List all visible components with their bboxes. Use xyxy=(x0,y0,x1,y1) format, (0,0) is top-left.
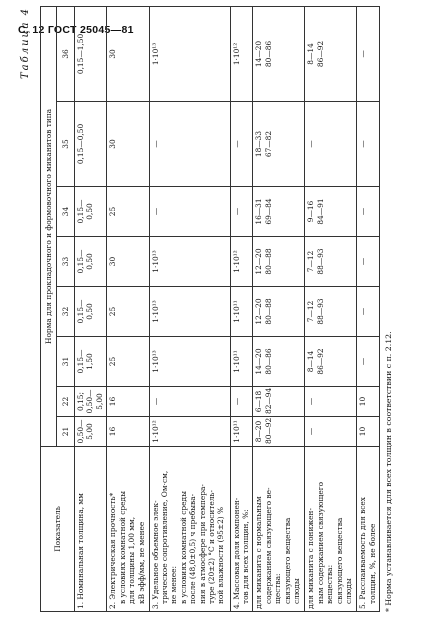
type-header-35: 35 xyxy=(57,102,75,187)
group-header: Норма для прокладочного и формовочного миканитов типа xyxy=(41,6,57,446)
row-label-line: ным содержанием связующего xyxy=(315,481,325,604)
row-label xyxy=(107,447,149,612)
value-line: 0,15—0,50 xyxy=(76,123,85,165)
row-label-line: 4. Массовая доля компонен- xyxy=(231,497,241,609)
row-label-line: 5. Расслаиваемость для всех xyxy=(358,497,368,609)
value-cell xyxy=(357,187,380,237)
row-label-line: трическое сопротивление, Ом·см, xyxy=(159,470,169,604)
value-cell xyxy=(107,387,149,417)
value-line: 7—12 xyxy=(306,250,316,273)
table-title: Таблица 4 xyxy=(20,7,31,80)
value-line: 1·10¹² xyxy=(231,250,241,273)
value-line: 86—92 xyxy=(315,40,325,68)
value-cell xyxy=(253,387,305,417)
value-line: 30 xyxy=(108,139,118,149)
value-line: 80—86 xyxy=(263,348,273,375)
row-label-line: содержанием связующего ве- xyxy=(263,487,273,604)
value-cell xyxy=(357,102,380,187)
value-line: — xyxy=(306,427,316,436)
value-cell xyxy=(357,387,380,417)
value-line: 1·10¹³ xyxy=(150,350,160,373)
row-label-line: связующего вещества xyxy=(282,517,292,604)
value-line: 0,50 xyxy=(85,253,95,270)
value-cell xyxy=(75,387,107,417)
value-line: — xyxy=(358,257,368,266)
value-line: 16 xyxy=(108,426,118,437)
value-cell xyxy=(75,237,107,287)
value-line: 80—92 xyxy=(263,417,273,444)
row-label-line: щества: xyxy=(273,573,283,604)
value-cell xyxy=(230,337,253,387)
value-cell xyxy=(75,417,107,447)
value-line: — xyxy=(358,207,368,216)
value-line: 1·10¹¹ xyxy=(231,300,241,323)
value-line: 25 xyxy=(108,306,118,317)
row-label xyxy=(357,447,380,612)
value-cell xyxy=(357,287,380,337)
value-line: — xyxy=(306,140,316,148)
value-cell xyxy=(305,417,357,447)
value-cell xyxy=(107,102,149,187)
value-line: 0,50— xyxy=(85,389,95,414)
row-label-line: толщин, %, не более xyxy=(367,523,377,604)
param-header: Показатель xyxy=(41,447,75,612)
value-line: 1·10¹³ xyxy=(150,42,160,66)
rotated-table-block xyxy=(20,7,408,612)
row-label-line: для толщины 1,00 мм, xyxy=(127,516,137,604)
value-line: 1·10¹¹ xyxy=(231,420,241,443)
value-line: 14—20 xyxy=(254,348,264,375)
value-line: 6—18 xyxy=(254,390,264,413)
row-label-line: связующего вещества xyxy=(334,517,344,604)
value-cell xyxy=(107,417,149,447)
row-label-line: слюды xyxy=(292,578,302,604)
table-row xyxy=(149,6,230,611)
type-header-32: 32 xyxy=(57,287,75,337)
row-label xyxy=(230,447,253,612)
table-row xyxy=(230,6,253,611)
value-cell xyxy=(230,237,253,287)
type-header-33: 33 xyxy=(57,237,75,287)
value-line: — xyxy=(231,397,241,406)
value-line: 88—93 xyxy=(315,298,325,325)
value-line: 86—92 xyxy=(315,348,325,375)
value-line: 1·10¹¹ xyxy=(231,350,241,373)
value-line: 25 xyxy=(108,206,118,217)
row-label-line: вещества: xyxy=(325,564,335,604)
row-label xyxy=(305,447,357,612)
value-line: 0,15—1,50 xyxy=(76,33,85,75)
value-line: 8—20 xyxy=(254,420,264,443)
value-line: — xyxy=(150,397,160,406)
type-header-34: 34 xyxy=(57,187,75,237)
value-line: 12—20 xyxy=(254,298,264,325)
value-line: 10 xyxy=(358,396,368,407)
value-cell xyxy=(230,187,253,237)
value-cell xyxy=(75,102,107,187)
type-header-36: 36 xyxy=(57,6,75,101)
value-line: 8—14 xyxy=(306,43,316,65)
table-row xyxy=(75,6,107,611)
value-cell xyxy=(107,287,149,337)
value-cell xyxy=(149,387,230,417)
value-line: 16 xyxy=(108,396,118,407)
row-label-line: в условиях комнатной среды xyxy=(178,491,188,604)
value-cell xyxy=(253,287,305,337)
value-cell xyxy=(305,6,357,101)
value-line: 8—14 xyxy=(306,350,316,373)
value-line: 16—31 xyxy=(254,198,264,225)
type-header-21: 21 xyxy=(57,417,75,447)
value-line: 7—12 xyxy=(306,300,316,323)
table-row xyxy=(253,6,305,611)
value-cell xyxy=(253,102,305,187)
value-cell xyxy=(305,187,357,237)
row-label-line: после (48,0±0,5) ч пребыва- xyxy=(188,493,198,604)
row-label-line: ной влажности (95±2) % xyxy=(216,506,226,604)
type-header-31: 31 xyxy=(57,337,75,387)
row-label-line: не менее: xyxy=(169,566,179,604)
value-line: 80—88 xyxy=(263,298,273,325)
value-line: — xyxy=(150,207,160,216)
value-cell xyxy=(149,6,230,101)
value-line: 0,15; xyxy=(76,392,85,411)
value-cell xyxy=(357,337,380,387)
row-label-line: для миканита с нормальным xyxy=(254,496,264,609)
row-label-line: в условиях комнатной среды xyxy=(117,491,127,604)
footnote: * Норма устанавливается для всех толщин в соответствии с п. 2.12. xyxy=(384,331,393,612)
row-label-line: туре (20±2) °С и относитель- xyxy=(207,490,217,604)
value-line: 12—20 xyxy=(254,248,264,275)
value-cell xyxy=(305,387,357,417)
value-cell xyxy=(305,337,357,387)
value-cell xyxy=(75,187,107,237)
value-line: — xyxy=(231,140,241,148)
value-line: 0,15— xyxy=(76,199,85,224)
row-label-line: ния в атмосфере при темпера- xyxy=(197,484,207,604)
value-cell xyxy=(149,287,230,337)
value-line: 25 xyxy=(108,356,118,367)
value-line: 30 xyxy=(108,49,118,59)
value-line: — xyxy=(306,397,316,406)
value-cell xyxy=(357,237,380,287)
value-line: — xyxy=(231,207,241,216)
value-line: 84—91 xyxy=(315,198,325,225)
row-label-line: слюды xyxy=(344,578,354,604)
row-label-line: 3. Удельное объемное элек- xyxy=(150,500,160,609)
row-label xyxy=(149,447,230,612)
value-cell xyxy=(253,237,305,287)
value-line: — xyxy=(358,50,368,58)
value-cell xyxy=(149,237,230,287)
value-line: 0,50 xyxy=(85,203,95,220)
value-cell xyxy=(230,287,253,337)
value-line: 10 xyxy=(358,426,368,437)
value-cell xyxy=(253,6,305,101)
value-cell xyxy=(230,417,253,447)
value-cell xyxy=(75,287,107,337)
value-cell xyxy=(253,417,305,447)
value-line: 0,50 xyxy=(85,303,95,320)
row-label-line: кВ эфф/мм, не менее xyxy=(136,521,146,604)
value-cell xyxy=(149,102,230,187)
value-cell xyxy=(253,187,305,237)
value-cell xyxy=(357,6,380,101)
table-row xyxy=(305,6,357,611)
type-header-22: 22 xyxy=(57,387,75,417)
value-line: 5,00 xyxy=(94,393,104,410)
value-line: 18—33 xyxy=(254,130,264,158)
value-line: 1,50 xyxy=(85,353,95,370)
value-line: 0,15— xyxy=(76,349,85,374)
row-label-line: тов для всех толщин, %: xyxy=(241,509,251,604)
value-line: 1·10¹² xyxy=(231,42,241,66)
value-line: — xyxy=(150,140,160,148)
value-cell xyxy=(107,187,149,237)
value-cell xyxy=(230,6,253,101)
value-line: 88—93 xyxy=(315,248,325,275)
value-cell xyxy=(75,6,107,101)
value-cell xyxy=(253,337,305,387)
value-line: 0,15— xyxy=(76,249,85,274)
value-cell xyxy=(305,287,357,337)
table-row xyxy=(357,6,380,611)
value-line: 80—88 xyxy=(263,248,273,275)
value-line: 0,15— xyxy=(76,299,85,324)
value-cell xyxy=(75,337,107,387)
value-line: — xyxy=(358,140,368,148)
value-line: 82—94 xyxy=(263,387,273,414)
page-header: С. 12 ГОСТ 25045—81 xyxy=(18,24,134,36)
value-cell xyxy=(149,417,230,447)
row-label xyxy=(75,447,107,612)
value-cell xyxy=(230,387,253,417)
table-row xyxy=(107,6,149,611)
value-cell xyxy=(107,237,149,287)
row-label-line: 1. Номинальная толщина, мм xyxy=(76,493,85,609)
value-line: 30 xyxy=(108,256,118,267)
value-line: 1·10¹³ xyxy=(150,250,160,273)
row-label-line: 2. Электрическая прочность* xyxy=(108,492,118,609)
value-line: — xyxy=(358,307,368,316)
row-label xyxy=(253,447,305,612)
value-cell xyxy=(305,237,357,287)
value-line: 14—20 xyxy=(254,40,264,68)
value-cell xyxy=(107,6,149,101)
value-line: 80—86 xyxy=(263,40,273,68)
norms-table xyxy=(40,6,380,612)
value-line: 1·10¹² xyxy=(150,420,160,443)
value-cell xyxy=(149,187,230,237)
value-line: 69—84 xyxy=(263,198,273,225)
value-line: 0,50— xyxy=(76,419,85,444)
value-line: 9—16 xyxy=(306,200,316,223)
value-cell xyxy=(357,417,380,447)
value-line: — xyxy=(358,357,368,366)
value-cell xyxy=(149,337,230,387)
value-line: 5,00 xyxy=(85,423,95,440)
value-line: 1·10¹³ xyxy=(150,300,160,323)
value-line: 67—82 xyxy=(263,130,273,158)
value-cell xyxy=(230,102,253,187)
value-cell xyxy=(305,102,357,187)
value-cell xyxy=(107,337,149,387)
row-label-line: для миканита с понижен- xyxy=(306,508,316,609)
